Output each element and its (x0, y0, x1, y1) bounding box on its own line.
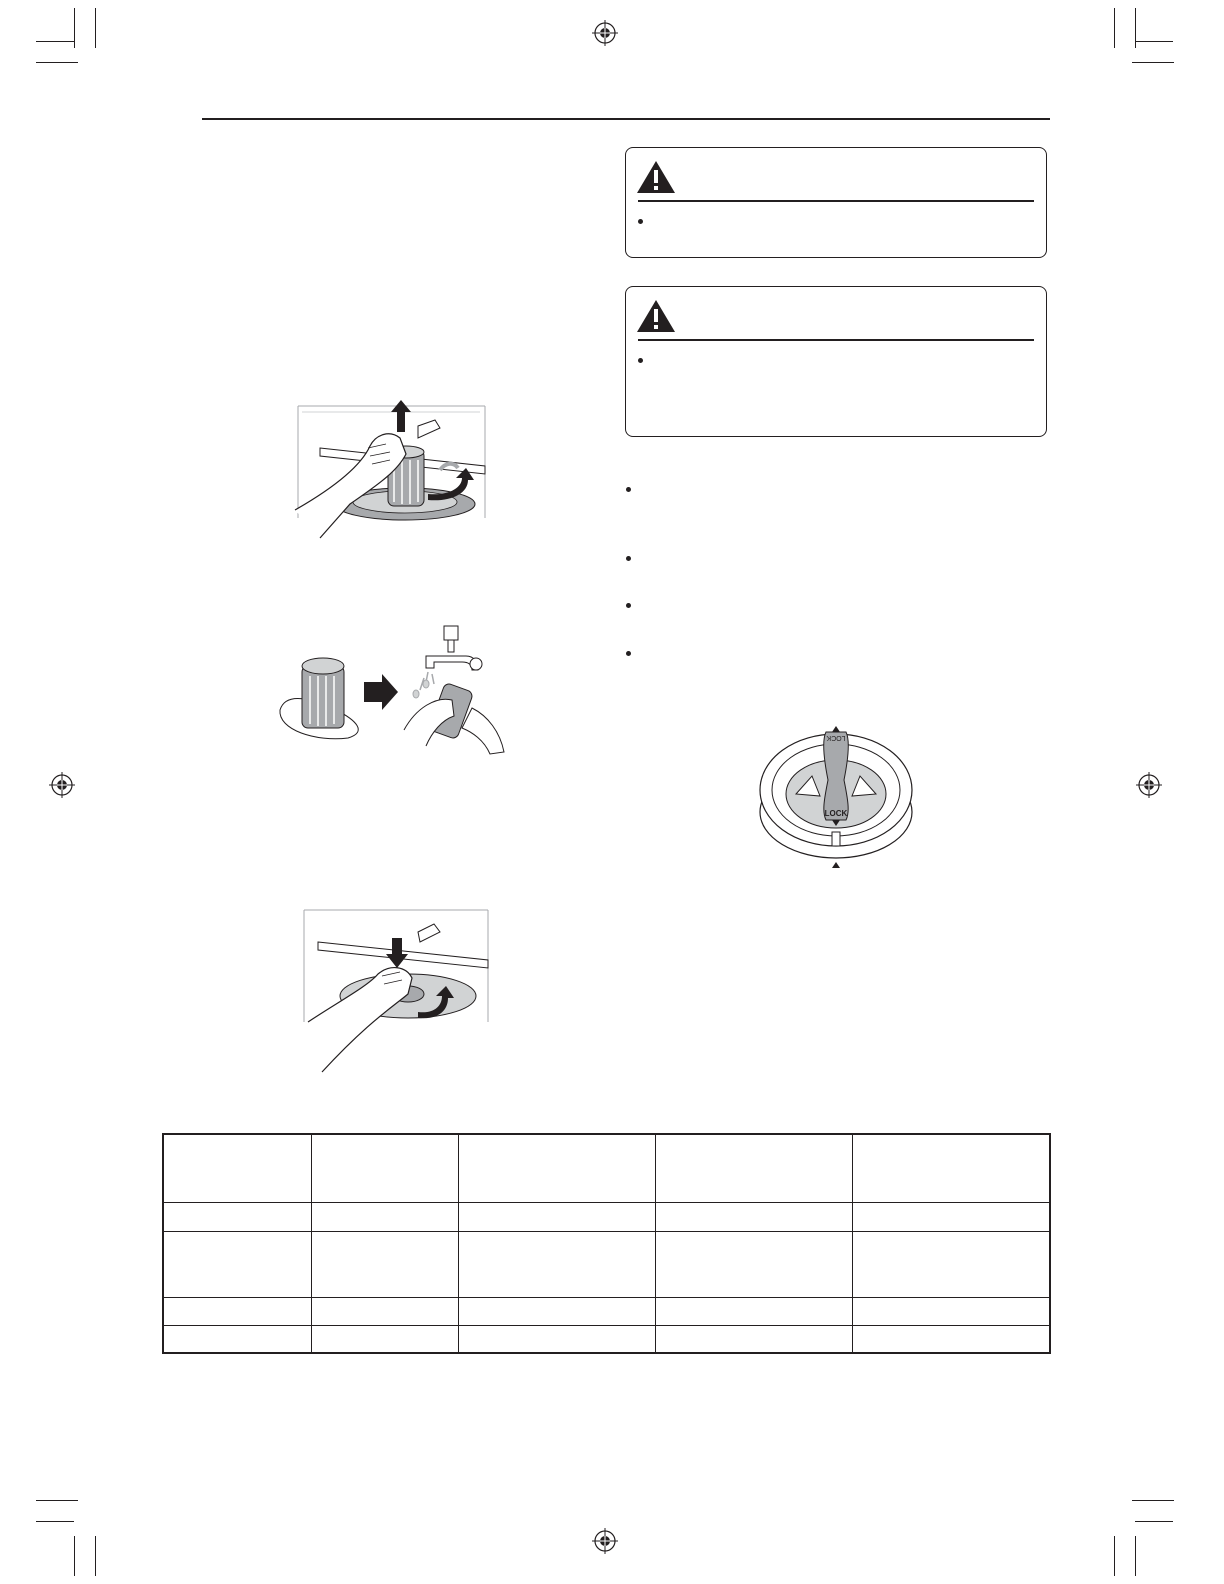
registration-mark-top (592, 20, 618, 46)
warning-triangle-icon (636, 160, 676, 194)
table-row (163, 1202, 1050, 1231)
table-cell (163, 1325, 311, 1353)
warning-box-1 (625, 147, 1047, 258)
table-cell (853, 1134, 1050, 1202)
table-cell (163, 1202, 311, 1231)
table-cell (163, 1231, 311, 1297)
lock-label-bottom: LOCK (824, 809, 848, 818)
bullet-dot (626, 556, 631, 561)
table-cell (311, 1297, 458, 1325)
table-cell (163, 1297, 311, 1325)
registration-mark-right (1136, 772, 1162, 798)
figure-install-filter (298, 902, 492, 1076)
warning-triangle-icon (636, 299, 676, 333)
table-cell (656, 1202, 853, 1231)
table-cell (458, 1297, 656, 1325)
table-cell (656, 1325, 853, 1353)
table-cell (311, 1134, 458, 1202)
bullet-dot (638, 358, 643, 363)
bullet-dot (626, 487, 631, 492)
table-cell (311, 1325, 458, 1353)
table-cell (853, 1297, 1050, 1325)
table-row (163, 1134, 1050, 1202)
table-cell (656, 1297, 853, 1325)
registration-mark-left (49, 772, 75, 798)
bullet-dot (626, 603, 631, 608)
figure-clean-filter (276, 620, 508, 760)
figure-filter-lock (756, 720, 916, 872)
specification-table (162, 1133, 1051, 1354)
warning-box-2 (625, 286, 1047, 437)
lock-label-top: LOCK (826, 734, 846, 741)
table-cell (458, 1202, 656, 1231)
table-cell (656, 1134, 853, 1202)
warning-divider (638, 339, 1034, 341)
table-cell (458, 1325, 656, 1353)
table-cell (311, 1202, 458, 1231)
table-cell (458, 1134, 656, 1202)
table-row (163, 1325, 1050, 1353)
figure-remove-filter (290, 398, 492, 542)
table-cell (853, 1325, 1050, 1353)
registration-mark-bottom (592, 1528, 618, 1554)
warning-divider (638, 200, 1034, 202)
table-cell (163, 1134, 311, 1202)
table-cell (656, 1231, 853, 1297)
header-rule (202, 118, 1050, 120)
bullet-dot (626, 651, 631, 656)
table-row (163, 1297, 1050, 1325)
table-cell (853, 1231, 1050, 1297)
table-row (163, 1231, 1050, 1297)
table-cell (853, 1202, 1050, 1231)
bullet-dot (638, 219, 643, 224)
table-cell (458, 1231, 656, 1297)
table-cell (311, 1231, 458, 1297)
